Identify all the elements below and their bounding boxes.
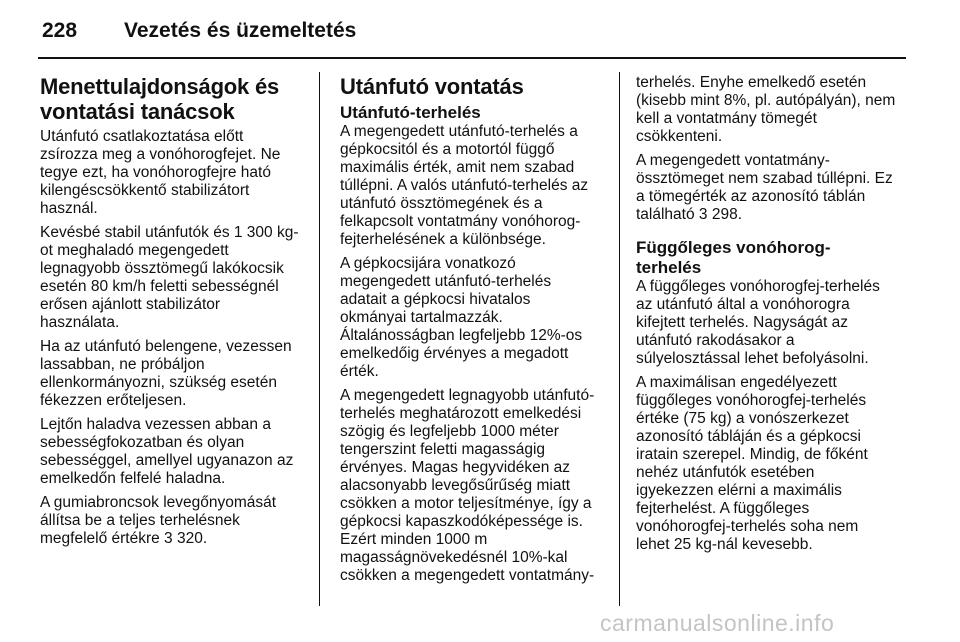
paragraph: terhelés. Enyhe emelkedő esetén (kisebb mint 8%, pl. autópályán), nem kell a vontatmány tömegét csökkenteni. [636, 74, 896, 145]
page-number: 228 [42, 19, 78, 42]
paragraph: Lejtőn haladva vezessen abban a sebességfokozatban és olyan sebességgel, amellyel ugyanazon az emelkedőn felfelé haladna. [40, 416, 294, 487]
paragraph: A megengedett legnagyobb utánfutó- terhelés meghatározott emelkedési szögig és legfeljebb 1000 méter tengerszint feletti magasságig érvényes. Magas hegyvidéken az alacsonyabb levegősűrűség miatt csökken a motor teljesítménye, így a gépkocsi kapaszkodóképessége is. Ezért minden 1000 m magasságnövekedésnél 10%-kal csökken a megengedett vontatmány- [340, 387, 595, 584]
column-divider [319, 72, 320, 606]
paragraph: A függőleges vonóhorogfej-terhelés az utánfutó által a vonóhorogra kifejtett terhelés. Nagyságát az utánfutó rakodásakor a súlyelosztással lehet befolyásolni. [636, 278, 880, 367]
column-1 [40, 74, 312, 554]
section-title: Vezetés és üzemeltetés [124, 19, 357, 42]
paragraph: Utánfutó csatlakoztatása előtt zsírozza meg a vonóhorogfejet. Ne tegye ezt, ha vonóhorogfejre ható kilengéscsökkentő stabilizátort használ. [40, 128, 281, 217]
subsection-heading: Függőleges vonóhorog- terhelés [636, 238, 831, 277]
column-2 [340, 74, 612, 591]
paragraph: A megengedett vontatmány- össztömeget nem szabad túllépni. Ez a tömegérték az azonosító táblán található 3 298. [636, 152, 893, 223]
paragraph: Ha az utánfutó belengene, vezessen lassabban, ne próbáljon ellenkormányozni, szükség esetén fékezzen erőteljesen. [40, 338, 292, 409]
paragraph: A gépkocsijára vonatkozó megengedett utánfutó-terhelés adatait a gépkocsi hivatalos okmányai tartalmazzák. Általánosságban legfeljebb 12%-os emelkedőig érvényes a megadott érték. [340, 255, 583, 380]
paragraph: A megengedett utánfutó-terhelés a gépkocsitól és a motortól függő maximális érték, amit nem szabad túllépni. A valós utánfutó-terhelés az utánfutó össztömegének és a felkapcsolt vontatmány vonóhorog- fejterhelésének a különbsége. [340, 123, 589, 248]
paragraph: A maximálisan engedélyezett függőleges vonóhorogfej-terhelés értéke (75 kg) a vonószerkezet azonosító tábláján és a gépkocsi iratain szerepel. Mindig, de főként nehéz utánfutók esetében igyekezzen elérni a maximális fejterhelést. A függőleges vonóhorogfej-terhelés soha nem lehet 25 kg-nál kevesebb. [636, 374, 868, 553]
paragraph: A gumiabroncsok levegőnyomását állítsa be a teljes terhelésnek megfelelő értékre 3 320. [40, 494, 277, 547]
section-heading: Utánfutó vontatás [340, 74, 524, 99]
header-rule [38, 57, 906, 59]
watermark: carmanualsonline.info [600, 610, 835, 636]
page-header [38, 16, 918, 48]
column-3 [636, 74, 908, 560]
section-heading: Menettulajdonságok és vontatási tanácsok [40, 74, 280, 124]
paragraph: Kevésbé stabil utánfutók és 1 300 kg- ot meghaladó megengedett legnagyobb össztömegű lakókocsik esetén 80 km/h feletti sebességnél erősen ajánlott stabilizátor használata. [40, 224, 299, 331]
column-divider [619, 72, 620, 606]
subsection-heading: Utánfutó-terhelés [340, 103, 481, 122]
